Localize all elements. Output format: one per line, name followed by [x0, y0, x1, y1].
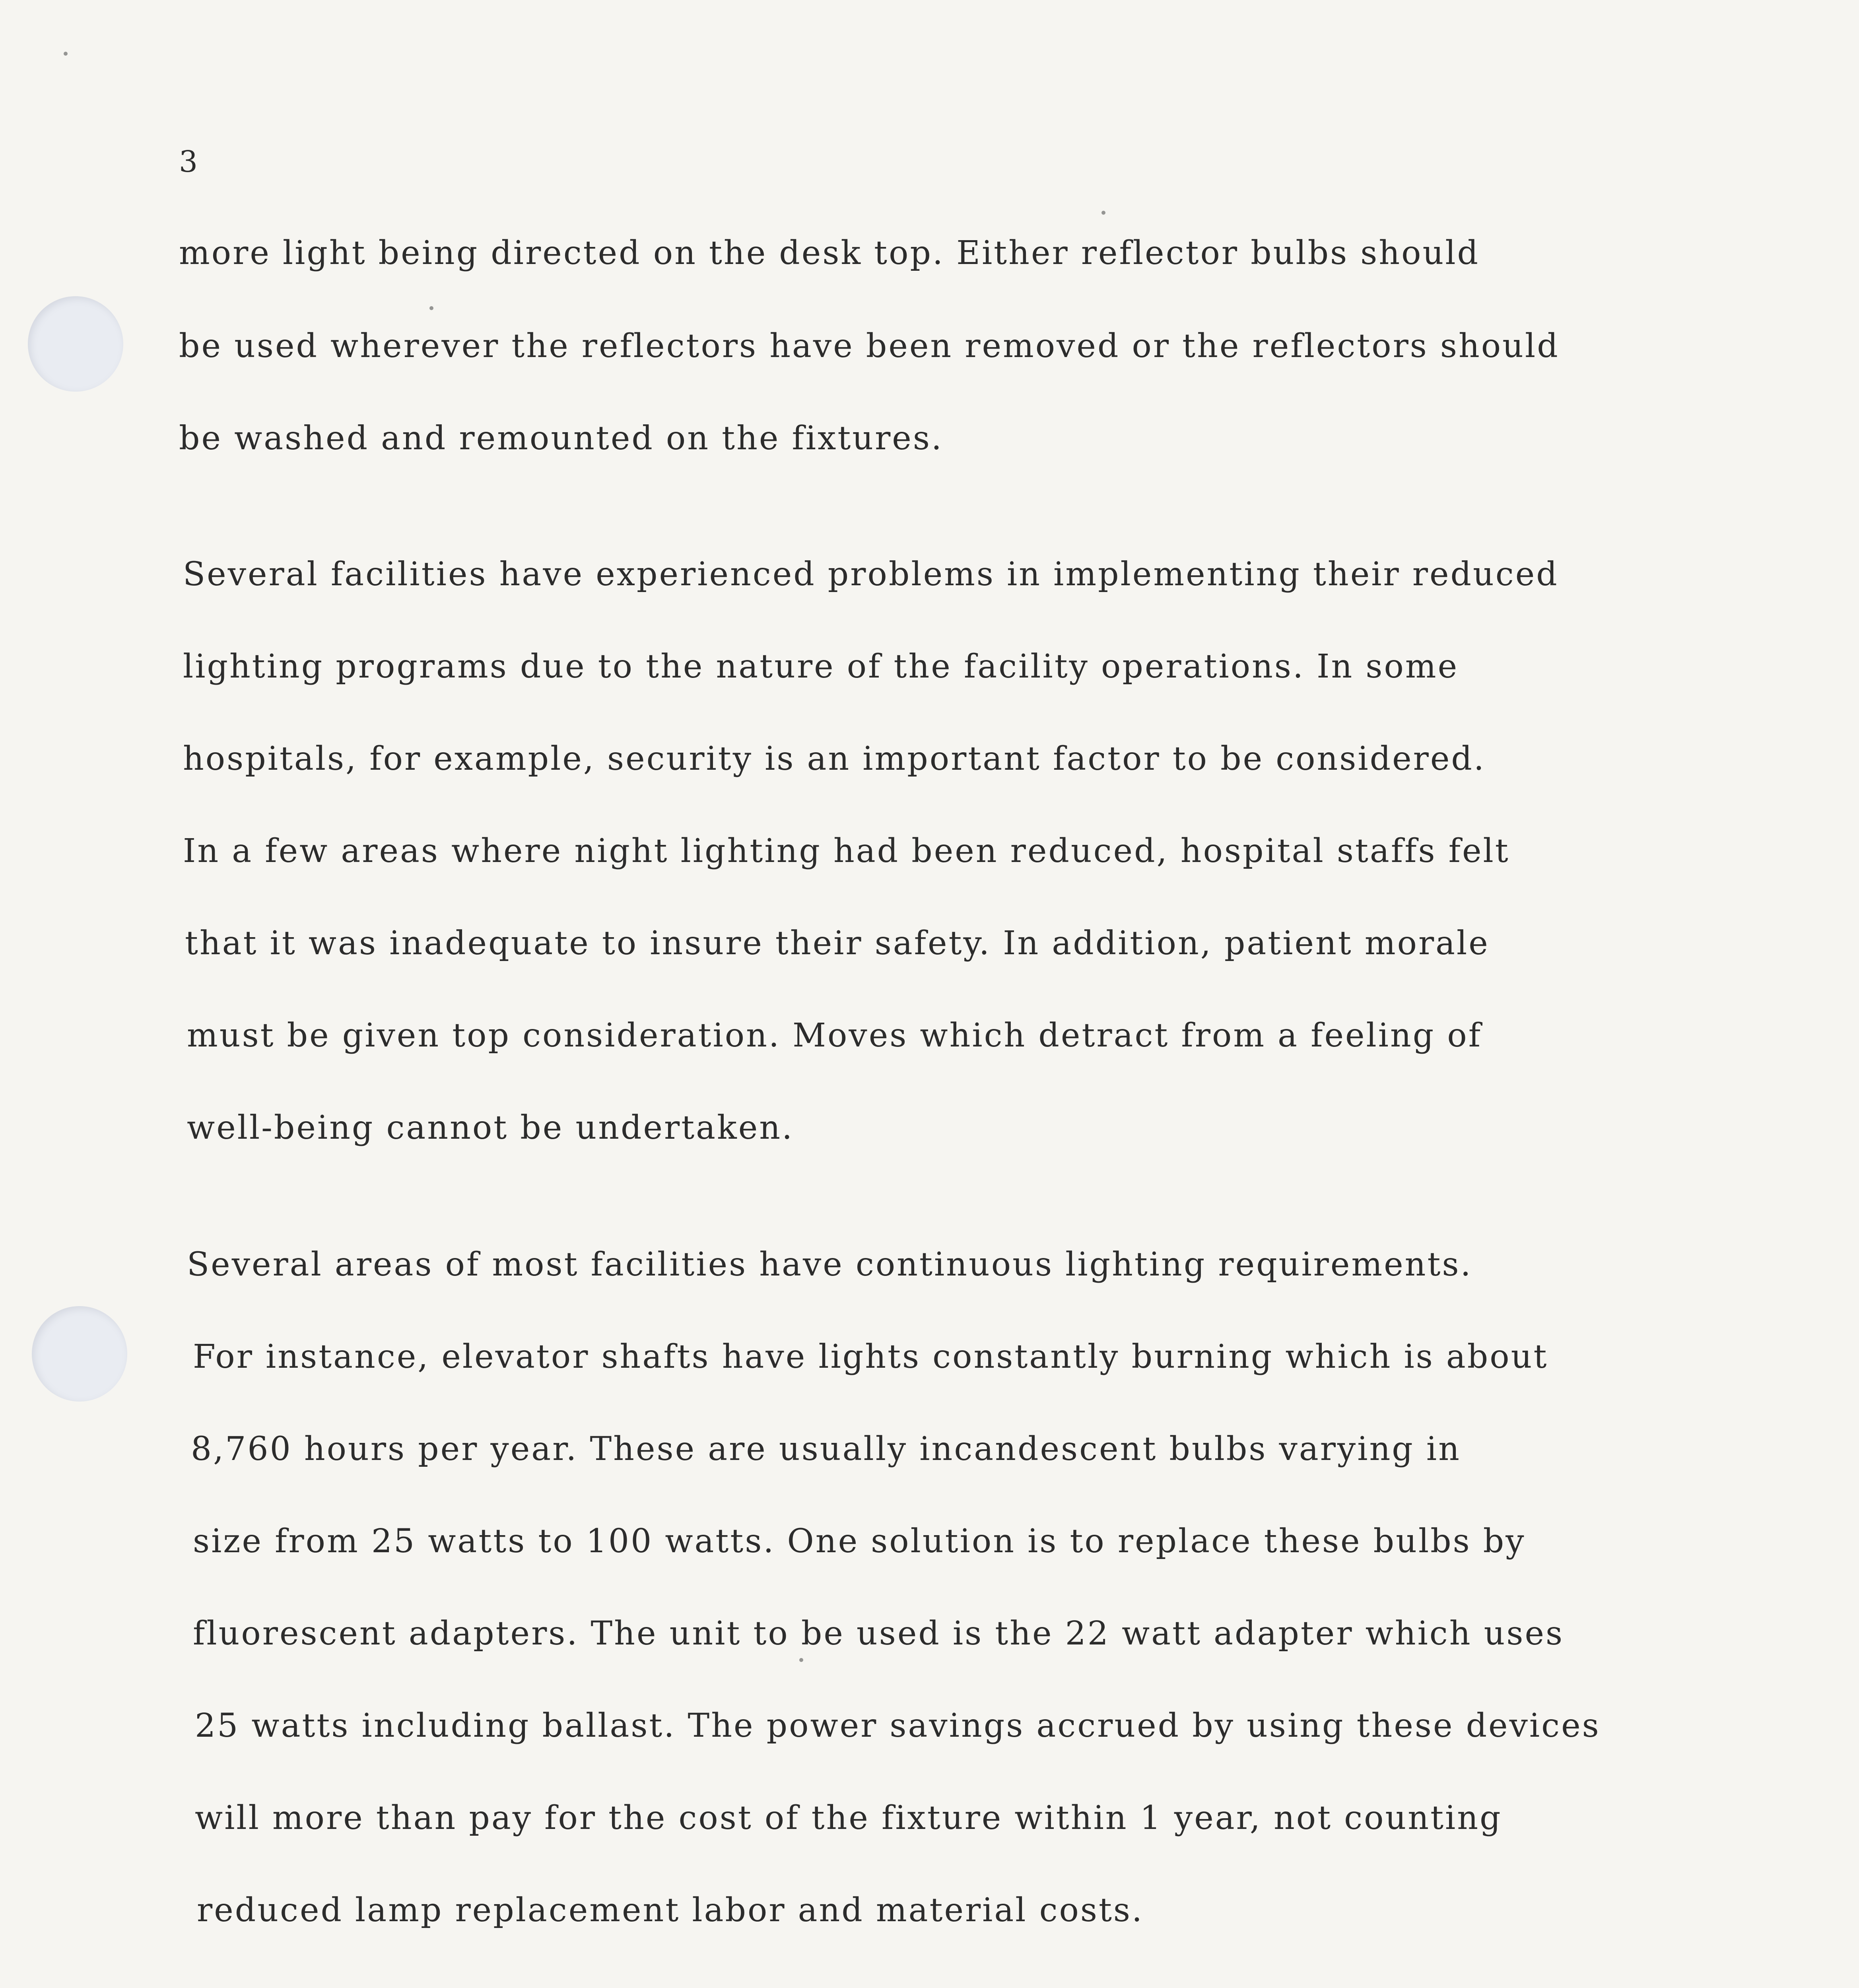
text-line: size from 25 watts to 100 watts. One solution is to replace these bulbs by [193, 1522, 1526, 1560]
text-line: more light being directed on the desk top. Either reflector bulbs should [179, 234, 1480, 272]
text-line: reduced lamp replacement labor and material costs. [197, 1891, 1144, 1929]
text-line: will more than pay for the cost of the fixture within 1 year, not counting [195, 1799, 1502, 1837]
text-line: that it was inadequate to insure their safety. In addition, patient morale [185, 924, 1490, 962]
scan-speck [799, 1658, 803, 1662]
text-line: be washed and remounted on the fixtures. [179, 419, 943, 457]
scan-speck [1101, 211, 1105, 215]
text-line: must be given top consideration. Moves which detract from a feeling of [187, 1017, 1482, 1054]
scan-speck [64, 52, 68, 56]
text-line: lighting programs due to the nature of the facility operations. In some [183, 648, 1459, 685]
text-line: Several areas of most facilities have continuous lighting requirements. [187, 1246, 1472, 1283]
text-line: well-being cannot be undertaken. [187, 1109, 794, 1147]
text-line: 25 watts including ballast. The power savings accrued by using these devices [195, 1707, 1601, 1745]
text-line: Several facilities have experienced problems in implementing their reduced [183, 555, 1559, 593]
page-number: 3 [179, 145, 198, 179]
punch-hole-top [28, 296, 123, 392]
text-line: For instance, elevator shafts have lights constantly burning which is about [193, 1338, 1548, 1376]
text-line: 8,760 hours per year. These are usually incandescent bulbs varying in [191, 1430, 1461, 1468]
scan-speck [429, 306, 433, 310]
text-line: In a few areas where night lighting had been reduced, hospital staffs felt [183, 832, 1510, 870]
text-line: fluorescent adapters. The unit to be used is the 22 watt adapter which uses [193, 1615, 1564, 1652]
text-line: be used wherever the reflectors have been removed or the reflectors should [179, 327, 1560, 365]
text-line: hospitals, for example, security is an important factor to be considered. [183, 740, 1486, 778]
punch-hole-middle [32, 1306, 127, 1402]
